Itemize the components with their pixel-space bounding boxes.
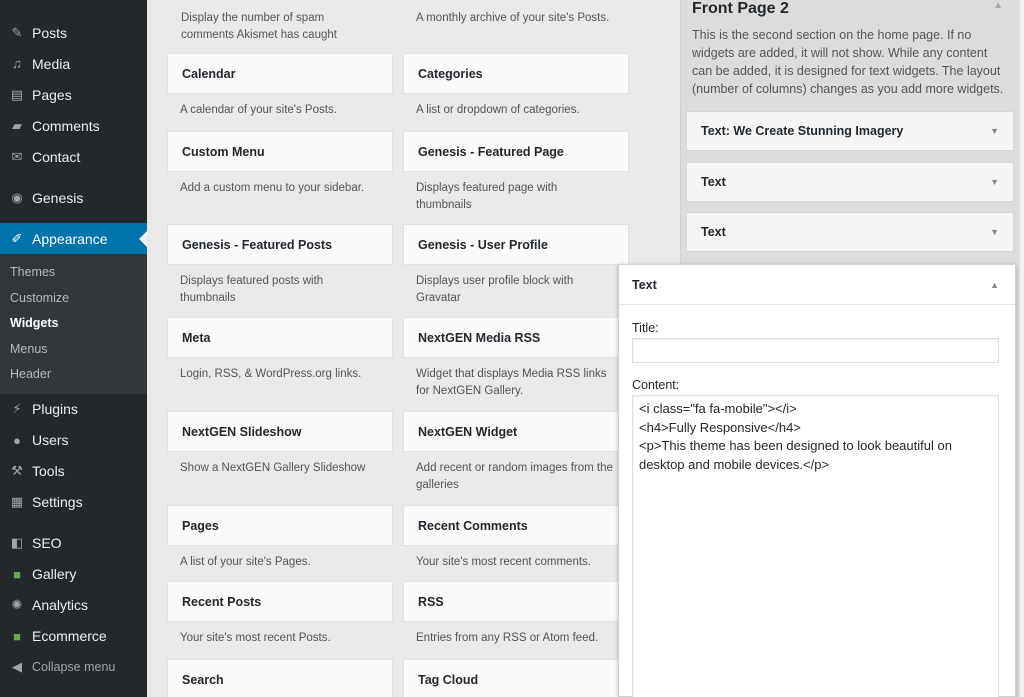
widget-rss[interactable] — [403, 581, 629, 647]
widget-genesis-featured-posts[interactable] — [167, 224, 393, 307]
menu-label: Appearance — [32, 230, 108, 247]
menu-tools[interactable] — [0, 456, 147, 487]
widget-title[interactable]: Genesis - Featured Posts — [167, 224, 393, 265]
menu-label: Media — [32, 55, 71, 72]
menu-users[interactable] — [0, 425, 147, 456]
widget-description: Your site's most recent Posts. — [180, 632, 331, 644]
expand-arrow-icon[interactable]: ▼ — [990, 177, 999, 187]
widget-description: Display the number of spam comments Akismet has caught — [181, 12, 337, 41]
collapse-label: Collapse menu — [32, 660, 116, 674]
wrench-icon: ⚒ — [11, 463, 23, 478]
menu-posts[interactable] — [0, 17, 147, 48]
menu-plugins[interactable] — [0, 394, 147, 425]
widget-title[interactable]: NextGEN Media RSS — [403, 317, 629, 358]
widget-title[interactable]: NextGEN Slideshow — [167, 411, 393, 452]
widget-title[interactable]: Recent Comments — [403, 505, 629, 546]
genesis-icon: ◉ — [11, 189, 23, 205]
menu-label: Ecommerce — [32, 628, 107, 644]
menu-label: Posts — [32, 24, 68, 41]
widget-tag-cloud[interactable] — [403, 659, 629, 697]
widget-title[interactable]: Genesis - User Profile — [403, 224, 629, 265]
menu-label: Contact — [32, 148, 81, 165]
content-label: Content: — [632, 378, 680, 392]
menu-comments[interactable] — [0, 110, 147, 141]
area-description: This is the second section on the home page. If no widgets are added, it will not show. While any content can be added, it is designed for text widgets. The layout (number of columns) changes as you add more widgets. — [692, 28, 1004, 96]
widget-title: Text — [701, 225, 726, 239]
brush-icon: ✐ — [11, 230, 23, 246]
widget-description: Displays featured posts with thumbnails — [180, 275, 324, 304]
widget-nextgen-widget[interactable] — [403, 411, 629, 494]
menu-genesis[interactable] — [0, 182, 147, 213]
comments-icon: ▰ — [12, 117, 22, 133]
menu-seo[interactable] — [0, 528, 147, 559]
title-label: Title: — [632, 321, 659, 335]
menu-label: Genesis — [32, 189, 84, 206]
widget-calendar[interactable] — [167, 53, 393, 119]
menu-appearance[interactable] — [0, 223, 147, 254]
widget-genesis-user-profile[interactable] — [403, 224, 629, 307]
users-icon: ● — [13, 432, 21, 448]
menu-pages[interactable] — [0, 79, 147, 110]
widget-nextgen-slideshow[interactable] — [167, 411, 393, 477]
menu-label: Comments — [32, 117, 100, 134]
widget-description: A calendar of your site's Posts. — [180, 104, 337, 116]
menu-contact[interactable] — [0, 141, 147, 172]
widget-title[interactable]: Genesis - Featured Page — [403, 131, 629, 172]
widget-pages[interactable] — [167, 505, 393, 571]
widget-custom-menu[interactable] — [167, 131, 393, 197]
widget-description: Login, RSS, & WordPress.org links. — [180, 368, 362, 380]
submenu-themes[interactable]: Themes — [10, 265, 56, 279]
widget-title: Text — [701, 175, 726, 189]
placed-widget-text[interactable] — [686, 212, 1014, 252]
widget-categories[interactable] — [403, 53, 629, 119]
widget-description: Widget that displays Media RSS links for NextGEN Gallery. — [416, 368, 607, 397]
widget-description: A list of your site's Pages. — [180, 556, 311, 568]
widget-description: Add recent or random images from the galleries — [416, 462, 613, 491]
menu-label: Users — [32, 432, 69, 448]
content-textarea[interactable] — [632, 395, 999, 697]
menu-label: Settings — [32, 494, 83, 510]
widget-description: Show a NextGEN Gallery Slideshow — [180, 462, 366, 474]
menu-label: Analytics — [32, 597, 89, 613]
plugin-icon: ⚡ — [12, 401, 22, 416]
submenu-widgets[interactable]: Widgets — [10, 316, 59, 330]
seo-icon: ◧ — [10, 535, 24, 550]
appearance-submenu — [0, 254, 147, 394]
menu-label: Pages — [32, 86, 72, 103]
pages-icon: ▤ — [10, 86, 24, 102]
widget-nextgen-media-rss[interactable] — [403, 317, 629, 400]
collapse-icon: ◀ — [12, 659, 22, 674]
placed-widget-text[interactable] — [686, 162, 1014, 202]
widget-title[interactable]: Pages — [167, 505, 393, 546]
admin-sidebar — [0, 0, 147, 697]
collapse-arrow-icon[interactable]: ▲ — [993, 0, 1003, 11]
widget-title[interactable]: Meta — [167, 317, 393, 358]
widget-recent-comments[interactable] — [403, 505, 629, 571]
ecommerce-icon: ■ — [13, 628, 21, 644]
widget-description: A list or dropdown of categories. — [416, 104, 580, 116]
widget-description: Add a custom menu to your sidebar. — [180, 182, 365, 194]
menu-media[interactable] — [0, 48, 147, 79]
widget-search[interactable] — [167, 659, 393, 697]
menu-label: Plugins — [32, 401, 78, 417]
widget-title[interactable]: Search — [167, 659, 393, 697]
widget-title[interactable]: Categories — [403, 53, 629, 94]
title-input[interactable] — [632, 338, 999, 363]
area-title[interactable]: Front Page 2 — [692, 0, 789, 17]
available-widgets — [147, 0, 680, 697]
expand-arrow-icon[interactable]: ▼ — [990, 227, 999, 237]
menu-label: Tools — [32, 463, 65, 479]
expand-arrow-icon[interactable]: ▼ — [990, 126, 999, 136]
analytics-icon: ✺ — [11, 597, 23, 612]
menu-label: Gallery — [32, 566, 77, 582]
menu-settings[interactable] — [0, 487, 147, 518]
collapse-menu-button[interactable] — [0, 652, 147, 683]
widget-title: Text: We Create Stunning Imagery — [701, 124, 904, 138]
menu-ecommerce[interactable] — [0, 621, 147, 652]
submenu-customize[interactable]: Customize — [10, 290, 70, 305]
widget-title[interactable]: RSS — [403, 581, 629, 622]
widget-title[interactable]: Tag Cloud — [403, 659, 629, 697]
widget-description: Your site's most recent comments. — [416, 556, 591, 568]
widget-description: A monthly archive of your site's Posts. — [416, 12, 610, 24]
placed-widget-text-imagery[interactable] — [686, 111, 1014, 151]
menu-gallery[interactable] — [0, 559, 147, 590]
text-widget-editor — [618, 264, 1016, 697]
widget-title[interactable]: Custom Menu — [167, 131, 393, 172]
widget-description: Displays featured page with thumbnails — [416, 182, 558, 211]
widget-title[interactable]: Recent Posts — [167, 581, 393, 622]
widget-title: Text — [632, 277, 657, 292]
widget-genesis-featured-page[interactable] — [403, 131, 629, 214]
collapse-arrow-icon[interactable]: ▲ — [990, 279, 999, 290]
widget-recent-posts[interactable] — [167, 581, 393, 647]
widget-title[interactable]: NextGEN Widget — [403, 411, 629, 452]
widget-meta[interactable] — [167, 317, 393, 383]
menu-label: SEO — [32, 535, 62, 551]
mail-icon: ✉ — [11, 148, 23, 164]
widget-description: Displays user profile block with Gravatar — [416, 275, 574, 304]
widget-description: Entries from any RSS or Atom feed. — [416, 632, 599, 644]
gallery-icon: ■ — [13, 566, 21, 582]
submenu-header[interactable]: Header — [10, 367, 51, 381]
pin-icon: ✎ — [11, 24, 23, 40]
text-widget-header[interactable] — [619, 265, 1015, 305]
submenu-menus[interactable]: Menus — [10, 341, 48, 356]
menu-analytics[interactable] — [0, 590, 147, 621]
media-icon: ♫ — [12, 56, 22, 71]
widget-title[interactable]: Calendar — [167, 53, 393, 94]
settings-icon: ▦ — [10, 494, 24, 509]
